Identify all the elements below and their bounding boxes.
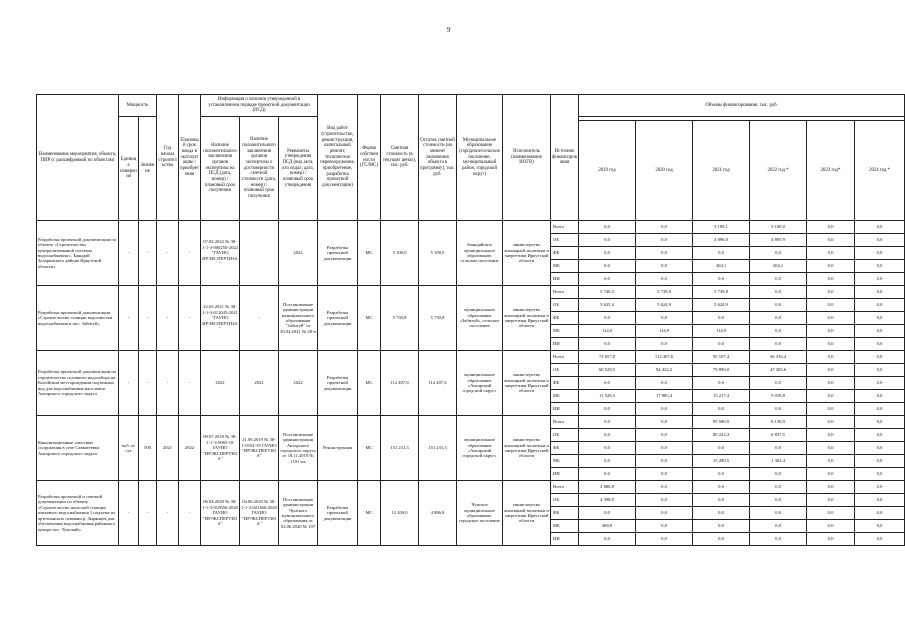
funding-value: 0,0 [579,221,636,234]
funding-value: 5 624,9 [636,299,693,312]
funding-value: 0,0 [636,520,693,533]
funding-value: 0,0 [807,533,855,546]
funding-value: 79 890,0 [693,364,750,377]
row-municipality: муниципальное образование «Забитуй», сельское поселение [457,286,503,351]
row-work-type: Разработка проектной документации [318,221,358,286]
row-expertise: 06.04.2020 № 38-1-1-3-010656-2020 ГАУИО "ИРЭКСПЕРТИЗА" [201,481,240,546]
funding-value: 4 896,0 [693,234,750,247]
funding-value: 47 305,6 [750,364,807,377]
row-executor: министерство жилищной политики и энергетики Иркутской области [503,416,551,481]
row-remaining: 5 100,0 [419,221,457,286]
row-capacity-value: - [139,351,157,416]
funding-source: МБ [551,325,579,338]
row-estimate-check: 21.06.2019 № 38-1-0554-19 ГАУИО "ИРЭКСПЕРТИЗА" [240,416,279,481]
funding-value: 0,0 [693,312,750,325]
funding-value: 0,0 [693,533,750,546]
row-start-year: - [157,351,179,416]
funding-value: 0,0 [807,234,855,247]
funding-value: 0,0 [855,325,905,338]
funding-value: 0,0 [855,299,905,312]
funding-value: 0,0 [579,429,636,442]
row-estimate-check: 04.06.2020 № 38-1-1-3-022466-2020 ГАУИО "ИРЭКСПЕРТИЗА" [240,481,279,546]
funding-value: 0,0 [693,520,750,533]
funding-source: МБ [551,260,579,273]
funding-value: 0,0 [636,455,693,468]
funding-value: 80 222,4 [693,429,750,442]
funding-value: 0,0 [636,312,693,325]
funding-value: 0,0 [807,286,855,299]
funding-value: 0,0 [855,403,905,416]
row-work-type: Реконструкция [318,416,358,481]
funding-value: 4 398,0 [579,494,636,507]
header-year-2022: 2022 год * [750,121,807,221]
funding-value: 0,0 [579,338,636,351]
funding-value: 0,0 [855,377,905,390]
funding-value: 0,0 [855,247,905,260]
row-capacity-unit: - [119,481,139,546]
funding-value: 0,0 [579,507,636,520]
header-start-year: Год начала строительства [157,95,179,221]
program-table [36,94,905,546]
funding-value: 0,0 [855,312,905,325]
row-ownership: МС [358,351,381,416]
funding-value: 0,0 [807,260,855,273]
funding-value: 0,0 [855,364,905,377]
header-municipality: Муниципальное образование (городское/сельское поселение, муниципальный район, городской округ) [457,95,503,221]
funding-value: 15 280,5 [693,455,750,468]
row-capacity-value: - [139,481,157,546]
funding-value: 0,0 [807,338,855,351]
funding-value: 0,0 [855,260,905,273]
funding-value: 0,0 [636,429,693,442]
funding-value: 0,0 [636,221,693,234]
funding-source: Всего [551,351,579,364]
funding-value: 0,0 [693,442,750,455]
funding-value: 0,0 [636,260,693,273]
funding-value: 0,0 [750,325,807,338]
row-municipality: муниципальное образование «Ангарский городской округ» [457,351,503,416]
row-cost: 5 739,8 [381,286,419,351]
funding-value: 0,0 [750,338,807,351]
funding-value: 0,0 [807,221,855,234]
funding-value: 0,0 [855,273,905,286]
funding-value: 114,9 [636,325,693,338]
funding-value: 0,0 [807,494,855,507]
row-requisites: 2022 [279,351,318,416]
funding-value: 0,0 [855,520,905,533]
row-municipality: Чунское муниципальное образование, городское поселение [457,481,503,546]
header-ownership: Форма собственности (ГС/МС) [358,95,381,221]
funding-value: 0,0 [855,494,905,507]
row-estimate-check [240,221,279,286]
table-row [37,481,905,494]
funding-value: 0,0 [855,416,905,429]
funding-value: 0,0 [636,507,693,520]
funding-value: 0,0 [855,351,905,364]
funding-value: 0,0 [693,468,750,481]
header-year-2020: 2020 год [636,121,693,221]
funding-value: 0,0 [579,234,636,247]
row-object-name: Разработка проектной документации по объекту «Строительство централизованной системы водоснабжения с. Баяндай Заларинского района Иркутской области» [37,221,119,286]
row-capacity-unit: - [119,221,139,286]
funding-value: 1 302,4 [750,455,807,468]
row-expertise: 2022 [201,351,240,416]
header-value: Значение [139,117,157,221]
row-object-name: Разработка проектной и сметной документации по объекту «Строительство насосной станции питьевого водоснабжения 1 подъема из артезианских скважин р. Зырянцев для обеспечения водоснабжения районного центра пос. Чунский» [37,481,119,546]
row-object-name: Разработка проектной документации на строительство головного водозабора на Китойском месторождении подземных вод для водоснабжения населения Ангарского городского округа [37,351,119,416]
funding-value: 0,0 [750,507,807,520]
funding-value: 0,0 [750,299,807,312]
header-year-2024: 2024 год * [855,121,905,221]
row-executor: министерство жилищной политики и энергетики Иркутской области [503,286,551,351]
funding-value: 0,0 [636,416,693,429]
funding-value: 0,0 [855,338,905,351]
row-term: - [179,286,201,351]
row-start-year: - [157,481,179,546]
funding-value: 0,0 [807,325,855,338]
header-requisites: Реквизиты утверждения ПСД (вид акта, кто издал, дата, номер) / плановый срок утверждения [279,117,318,221]
funding-value: 0,0 [636,403,693,416]
funding-source: ФБ [551,507,579,520]
row-requisites: Постановление администрации Чунского муниципального образования от 02.06.2020 № 197 [279,481,318,546]
row-capacity-unit: куб. м/сут [119,416,139,481]
funding-value: 0,0 [807,429,855,442]
funding-source: ИИ [551,468,579,481]
row-requisites: Постановление администрации Ангарского городского округа от 18.11.2019 № 1191-па [279,416,318,481]
funding-value: 0,0 [579,403,636,416]
header-capacity: Мощность [119,95,157,117]
funding-value: 0,0 [636,468,693,481]
row-requisites: 2022 [279,221,318,286]
funding-value: 114,9 [579,325,636,338]
row-cost: 12 200,0 [381,481,419,546]
funding-value: 0,0 [693,507,750,520]
funding-source: ОБ [551,364,579,377]
funding-source: ИИ [551,533,579,546]
row-remaining: 4 886,8 [419,481,457,546]
funding-source: ОБ [551,494,579,507]
funding-value: 0,0 [807,507,855,520]
funding-value: 0,0 [855,221,905,234]
funding-value: 0,0 [579,260,636,273]
row-executor: министерство жилищной политики и энергетики Иркутской области [503,351,551,416]
funding-value: 0,0 [855,468,905,481]
funding-value: 8 139,9 [750,416,807,429]
funding-value: 95 107,4 [693,351,750,364]
funding-value: 95 580,9 [693,416,750,429]
row-capacity-value: - [139,221,157,286]
row-estimate-check: - [240,286,279,351]
funding-value: 114,9 [693,325,750,338]
funding-value: 0,0 [750,377,807,390]
funding-value: 0,0 [750,273,807,286]
funding-value: 0,0 [807,442,855,455]
funding-value: 0,0 [750,247,807,260]
row-remaining: 151 231,3 [419,416,457,481]
funding-value: 0,0 [636,247,693,260]
funding-value: 11 529,3 [579,390,636,403]
row-term: - [179,221,201,286]
funding-value: 0,0 [636,533,693,546]
funding-value: 94 422,2 [636,364,693,377]
header-year-2021: 2021 год [693,121,750,221]
row-ownership: МС [358,221,381,286]
funding-source: ОБ [551,299,579,312]
funding-value: 0,0 [579,442,636,455]
row-ownership: МС [358,416,381,481]
funding-value: 112 407,6 [636,351,693,364]
funding-value: 0,0 [750,520,807,533]
funding-source: МБ [551,390,579,403]
funding-value: 0,0 [636,481,693,494]
row-expertise: 22.03.2021 № 38-1-1-3-012645-2021 "ГАУИО ИРЭКСПЕРТИЗА" [201,286,240,351]
funding-value: 0,0 [807,520,855,533]
funding-value: 5 739,8 [636,286,693,299]
row-municipality: Баяндайское муниципальное образование, сельское поселение [457,221,503,286]
row-capacity-value: - [139,286,157,351]
funding-value: 0,0 [807,481,855,494]
funding-value: 0,0 [636,338,693,351]
header-funding-group: Объемы финансирования, тыс. руб. [579,95,905,117]
funding-value: 0,0 [579,377,636,390]
row-expertise: 09.07.2018 № 38-1-1-3-0065-18 ГАУИО "ИРЭКСПЕРТИЗА" [201,416,240,481]
funding-value: 0,0 [750,468,807,481]
row-remaining: 112 407,6 [419,351,457,416]
row-requisites: Постановление администрации муниципального образования "Забитуй" от 30.04.2021 № 28-п [279,286,318,351]
row-ownership: МС [358,286,381,351]
funding-value: 0,0 [693,338,750,351]
funding-value: 0,0 [807,312,855,325]
funding-source: ОБ [551,234,579,247]
funding-value: 6 837,5 [750,429,807,442]
row-capacity-unit: - [119,351,139,416]
funding-source: Всего [551,481,579,494]
table-row [37,351,905,364]
funding-source: МБ [551,520,579,533]
header-name: Наименование мероприятия, объекта, ПИР (с расшифровкой по объектам) [37,95,119,221]
funding-value: 0,0 [855,481,905,494]
row-remaining: 5 739,8 [419,286,457,351]
header-work-type: Вид работ (строительство, реконструкция, капитальный ремонт, техническое перевооружение, приобретение, разработка проектной документации) [318,95,358,221]
funding-source: ФБ [551,247,579,260]
table-row [37,221,905,234]
row-term: - [179,351,201,416]
row-cost: 112 407,6 [381,351,419,416]
funding-value: 0,0 [807,273,855,286]
funding-value: 0,0 [693,273,750,286]
funding-source: Всего [551,416,579,429]
funding-value: 0,0 [636,377,693,390]
row-estimate-check: 2022 [240,351,279,416]
funding-source: ФБ [551,442,579,455]
row-work-type: Разработка проектной документации [318,351,358,416]
header-executor: Исполнитель (наименование ИОГВ) [503,95,551,221]
funding-value: 0,0 [636,273,693,286]
funding-value: 5 625,4 [579,299,636,312]
funding-value: 488,8 [579,520,636,533]
funding-value: 4 895,9 [750,234,807,247]
funding-value: 5 100,1 [693,221,750,234]
funding-source: ИИ [551,273,579,286]
funding-value: 0,0 [750,442,807,455]
funding-value: 0,0 [807,416,855,429]
funding-value: 60 528,5 [579,364,636,377]
funding-value: 204,1 [750,260,807,273]
funding-value: 0,0 [693,403,750,416]
funding-value: 0,0 [807,468,855,481]
funding-value: 0,0 [579,247,636,260]
funding-source: ФБ [551,377,579,390]
funding-value: 0,0 [636,442,693,455]
funding-value: 0,0 [855,429,905,442]
row-executor: министерство жилищной политики и энергетики Иркутской области [503,481,551,546]
row-work-type: Разработка проектной документации [318,286,358,351]
table-row [37,416,905,429]
funding-source: ИИ [551,403,579,416]
funding-value: 5 740,3 [579,286,636,299]
funding-value: 0,0 [579,273,636,286]
row-term: - [179,481,201,546]
funding-value: 0,0 [693,377,750,390]
table-row [37,286,905,299]
row-cost: 5 100,0 [381,221,419,286]
funding-value: 0,0 [855,286,905,299]
funding-value: 0,0 [579,468,636,481]
header-cost: Сметная стоимость (в текущих ценах), тыс. руб. [381,95,419,221]
funding-source: Всего [551,286,579,299]
row-start-year: 2021 [157,416,179,481]
funding-source: МБ [551,455,579,468]
funding-value: 0,0 [636,234,693,247]
row-capacity-unit: - [119,286,139,351]
funding-value: 0,0 [807,299,855,312]
funding-value: 0,0 [807,364,855,377]
funding-value: 0,0 [579,533,636,546]
funding-source: ФБ [551,312,579,325]
header-expertise: Наличие положительного заключения органов экспертизы на ПСД (дата, номер) / плановый срок получения [201,117,240,221]
funding-value: 0,0 [579,312,636,325]
funding-value: 0,0 [750,481,807,494]
funding-value: 0,0 [693,494,750,507]
funding-value: 0,0 [855,533,905,546]
header-source: Источник финансирования [551,95,579,221]
row-cost: 151 231,3 [381,416,419,481]
funding-value: 9 010,8 [750,390,807,403]
header-estimate-check: Наличие положительного заключения органов экспертизы о достоверности сметной стоимости (дата, номер) / плановый срок получения [240,117,279,221]
funding-value: 0,0 [750,403,807,416]
row-object-name: Разработка проектной документации «Строительство станции водоочистки водоснабжения в пос. Забитуй» [37,286,119,351]
funding-value: 72 057,8 [579,351,636,364]
header-year-2023: 2023 год* [807,121,855,221]
row-ownership: МС [358,481,381,546]
funding-value: 0,0 [807,377,855,390]
funding-value: 5 624,9 [693,299,750,312]
funding-value: 5 100,0 [750,221,807,234]
funding-value: 0,0 [807,455,855,468]
funding-value: 0,0 [579,455,636,468]
funding-value: 0,0 [693,481,750,494]
funding-value: 15 217,4 [693,390,750,403]
funding-value: 17 985,4 [636,390,693,403]
row-start-year: - [157,286,179,351]
funding-value: 0,0 [855,234,905,247]
row-municipality: муниципальное образование «Ангарский городской округ» [457,416,503,481]
row-executor: министерство жилищной политики и энергетики Иркутской области [503,221,551,286]
funding-value: 0,0 [750,494,807,507]
header-unit: Единица измерения [119,117,139,221]
funding-value: 0,0 [855,455,905,468]
header-term: Плановый срок ввода в эксплуатацию / приобретения [179,95,201,221]
funding-source: ОБ [551,429,579,442]
funding-source: ИИ [551,338,579,351]
funding-value: 0,0 [807,403,855,416]
funding-value: 0,0 [807,351,855,364]
header-year-2019: 2019 год [579,121,636,221]
page-number: 9 [447,26,451,34]
funding-value: 0,0 [750,286,807,299]
row-capacity-value: 500 [139,416,157,481]
header-approval-group: Информация о наличии утвержденной в установленном порядке проектной документации (ПСД) [201,95,318,117]
funding-value: 0,0 [579,416,636,429]
row-term: 2022 [179,416,201,481]
funding-value: 0,0 [636,494,693,507]
funding-value: 0,0 [807,390,855,403]
funding-source: Всего [551,221,579,234]
funding-value: 5 739,8 [693,286,750,299]
row-start-year: - [157,221,179,286]
funding-value: 0,0 [693,247,750,260]
row-object-name: Канализационные очистные сооружения в селе Савватеевка Ангарского городского округа [37,416,119,481]
funding-value: 0,0 [807,247,855,260]
row-expertise: 07.02.2022 № 38-1-1-3-006250-2022 "ГАУИО ИРЭКСПЕРТИЗА" [201,221,240,286]
funding-value: 36 316,4 [750,351,807,364]
funding-value: 0,0 [750,533,807,546]
funding-value: 0,0 [855,507,905,520]
funding-value: 4 886,8 [579,481,636,494]
funding-value: 0,0 [750,312,807,325]
funding-value: 0,0 [855,442,905,455]
header-remaining: Остаток сметной стоимости (на момент включения объекта в программу), тыс. руб. [419,95,457,221]
funding-value: 204,1 [693,260,750,273]
row-work-type: Разработка проектной документации [318,481,358,546]
funding-value: 0,0 [855,390,905,403]
